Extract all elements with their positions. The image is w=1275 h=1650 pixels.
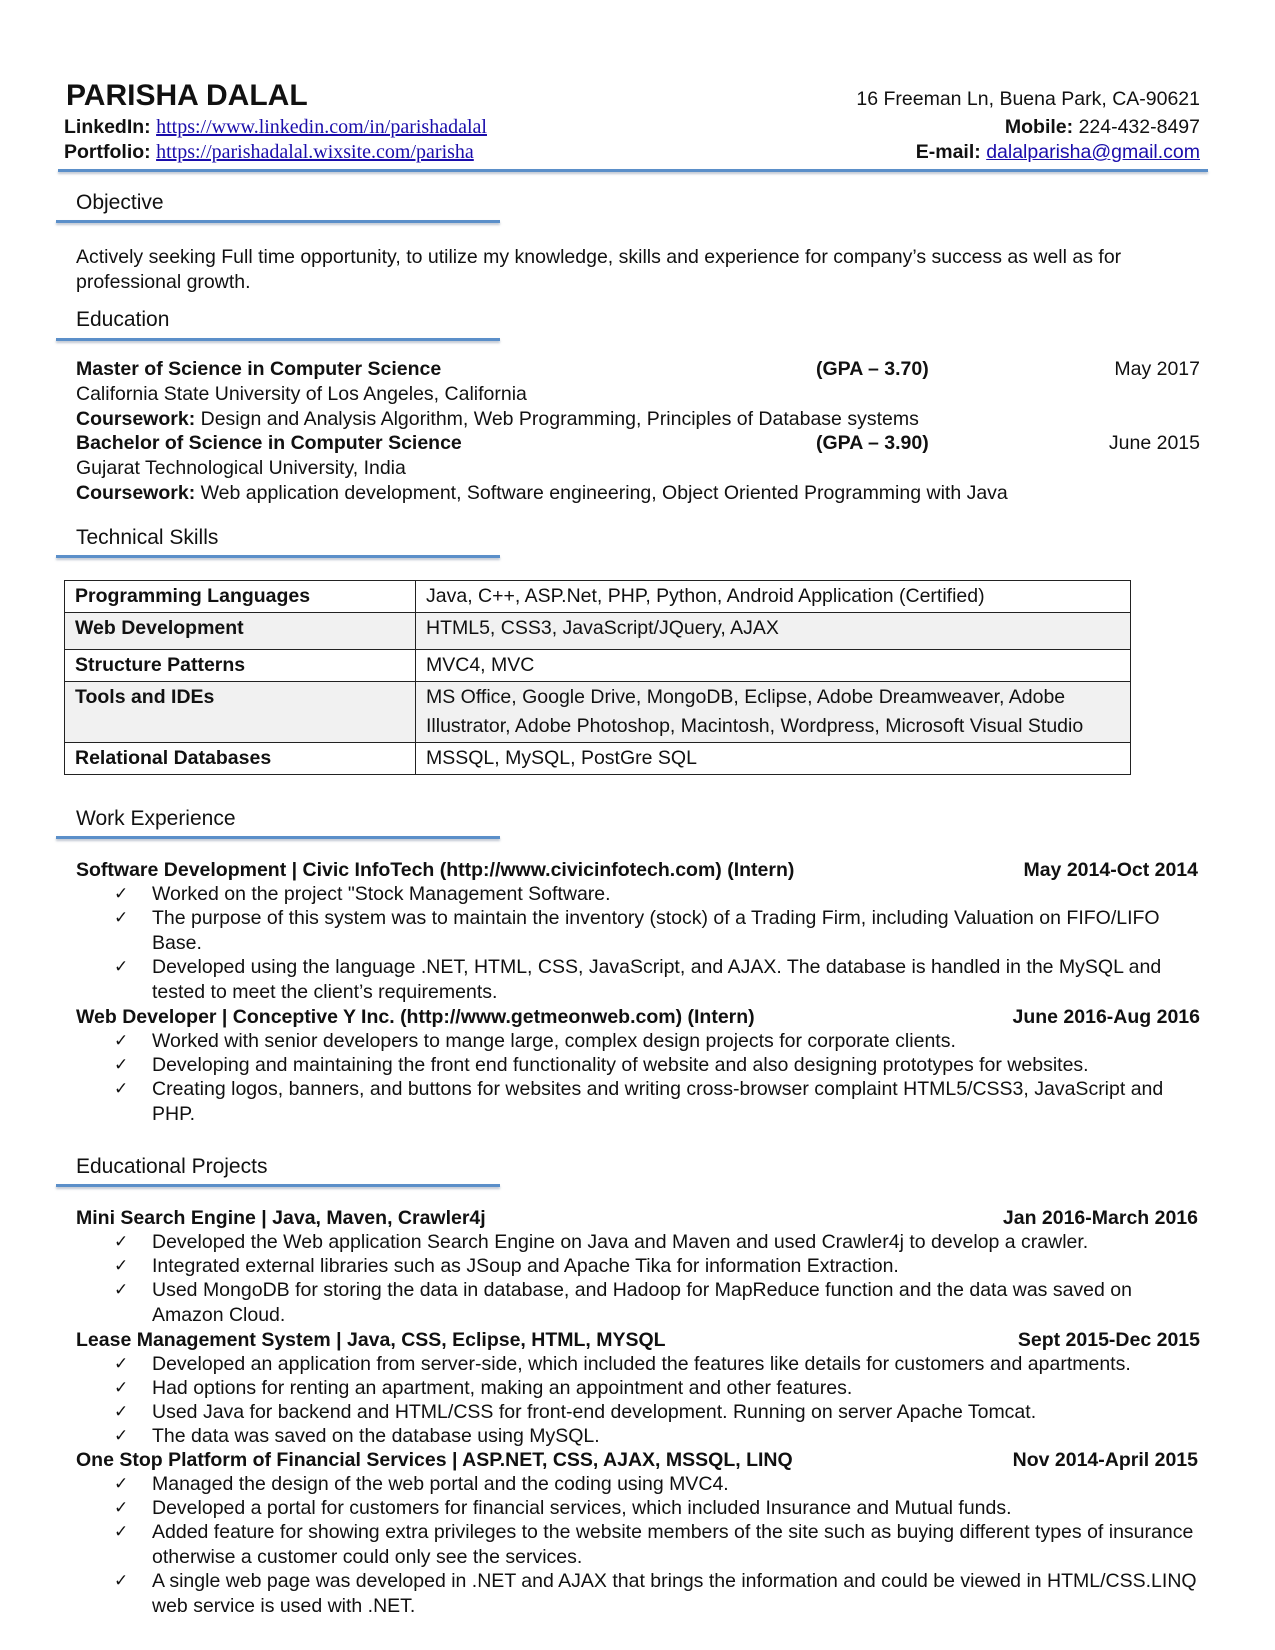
check-icon: ✓ bbox=[114, 1232, 129, 1251]
objective-line-2: professional growth. bbox=[76, 271, 251, 293]
bullet-text: Worked with senior developers to mange large, complex design projects for corporate clients. bbox=[152, 1030, 956, 1052]
email-label: E-mail: bbox=[915, 141, 981, 163]
mobile-number: 224-432-8497 bbox=[1078, 116, 1200, 138]
degree-bs: Bachelor of Science in Computer Science bbox=[76, 432, 462, 454]
portfolio-line bbox=[64, 140, 474, 165]
skill-key: Web Development bbox=[65, 613, 416, 650]
bullet-text: Worked on the project "Stock Management Software. bbox=[152, 883, 611, 905]
linkedin-label: LinkedIn: bbox=[64, 116, 151, 138]
project-date: Nov 2014-April 2015 bbox=[1012, 1449, 1198, 1471]
coursework-bs bbox=[76, 481, 1008, 506]
skill-value: HTML5, CSS3, JavaScript/JQuery, AJAX bbox=[416, 613, 1131, 650]
job-date: June 2016-Aug 2016 bbox=[1012, 1006, 1200, 1028]
check-icon: ✓ bbox=[114, 884, 129, 903]
project-date: Jan 2016-March 2016 bbox=[1002, 1207, 1198, 1229]
portfolio-link[interactable]: https://parishadalal.wixsite.com/parisha bbox=[156, 141, 474, 163]
portfolio-label: Portfolio: bbox=[64, 141, 151, 163]
work-underline bbox=[56, 836, 500, 839]
skill-value: MS Office, Google Drive, MongoDB, Eclipse, Adobe Dreamweaver, Adobe Illustrator, Adobe Photoshop, Macintosh, Wordpress, Microsoft Visual Studio bbox=[416, 682, 1131, 743]
table-row bbox=[65, 650, 1131, 682]
bullet-text: Creating logos, banners, and buttons for websites and writing cross-browser complaint HTML5/CSS3, JavaScript and PHP. bbox=[152, 1078, 1164, 1125]
project-date: Sept 2015-Dec 2015 bbox=[1017, 1329, 1200, 1351]
check-icon: ✓ bbox=[114, 1079, 129, 1098]
education-underline bbox=[56, 338, 500, 341]
project-heading: One Stop Platform of Financial Services | ASP.NET, CSS, AJAX, MSSQL, LINQ bbox=[76, 1449, 793, 1471]
check-icon: ✓ bbox=[114, 1474, 129, 1493]
check-icon: ✓ bbox=[114, 1256, 129, 1275]
skills-table bbox=[64, 580, 1131, 775]
candidate-name: PARISHA DALAL bbox=[66, 79, 308, 112]
bullet-text: Managed the design of the web portal and the coding using MVC4. bbox=[152, 1473, 729, 1495]
gpa-ms: (GPA – 3.70) bbox=[816, 358, 929, 380]
check-icon: ✓ bbox=[114, 1354, 129, 1373]
bullet-text: Used MongoDB for storing the data in database, and Hadoop for MapReduce function and the data was saved on Amazon Cloud. bbox=[152, 1279, 1132, 1326]
job-date: May 2014-Oct 2014 bbox=[1023, 859, 1198, 881]
section-title-objective: Objective bbox=[76, 191, 164, 214]
check-icon: ✓ bbox=[114, 1031, 129, 1050]
check-icon: ✓ bbox=[114, 1571, 129, 1590]
date-ms: May 2017 bbox=[1114, 358, 1200, 380]
bullet-text: Developing and maintaining the front end functionality of website and also designing prototypes for websites. bbox=[152, 1054, 1089, 1076]
coursework-label: Coursework: bbox=[76, 482, 196, 504]
bullet-text: Had options for renting an apartment, making an appointment and other features. bbox=[152, 1377, 853, 1399]
skill-key: Tools and IDEs bbox=[65, 682, 416, 743]
projects-underline bbox=[56, 1184, 500, 1187]
bullet-text: The data was saved on the database using MySQL. bbox=[152, 1425, 600, 1447]
bullet-text: A single web page was developed in .NET and AJAX that brings the information and could be viewed in HTML/CSS.LINQ web service is used with .NET. bbox=[152, 1570, 1197, 1617]
project-heading: Mini Search Engine | Java, Maven, Crawler4j bbox=[76, 1207, 486, 1229]
bullet-text: Used Java for backend and HTML/CSS for front-end development. Running on server Apache Tomcat. bbox=[152, 1401, 1037, 1423]
section-title-skills: Technical Skills bbox=[76, 526, 219, 549]
check-icon: ✓ bbox=[114, 1055, 129, 1074]
coursework-label: Coursework: bbox=[76, 408, 196, 430]
table-row bbox=[65, 581, 1131, 613]
bullet-text: Integrated external libraries such as JSoup and Apache Tika for information Extraction. bbox=[152, 1255, 899, 1277]
project-heading: Lease Management System | Java, CSS, Eclipse, HTML, MYSQL bbox=[76, 1329, 666, 1351]
school-ms: California State University of Los Angeles, California bbox=[76, 383, 527, 405]
table-row bbox=[65, 613, 1131, 650]
bullet-text: Developed the Web application Search Engine on Java and Maven and used Crawler4j to develop a crawler. bbox=[152, 1231, 1089, 1253]
skill-key: Programming Languages bbox=[65, 581, 416, 613]
linkedin-link[interactable]: https://www.linkedin.com/in/parishadalal bbox=[156, 116, 487, 138]
coursework-text: Design and Analysis Algorithm, Web Programming, Principles of Database systems bbox=[195, 408, 919, 430]
skill-value: MSSQL, MySQL, PostGre SQL bbox=[416, 743, 1131, 775]
skill-value: MVC4, MVC bbox=[416, 650, 1131, 682]
objective-underline bbox=[56, 220, 500, 223]
skill-key: Structure Patterns bbox=[65, 650, 416, 682]
email-line bbox=[700, 140, 1200, 165]
check-icon: ✓ bbox=[114, 1426, 129, 1445]
degree-ms: Master of Science in Computer Science bbox=[76, 358, 442, 380]
school-bs: Gujarat Technological University, India bbox=[76, 457, 406, 479]
section-title-projects: Educational Projects bbox=[76, 1155, 268, 1178]
header-divider bbox=[58, 169, 1208, 172]
coursework-ms bbox=[76, 407, 919, 432]
check-icon: ✓ bbox=[114, 1498, 129, 1517]
bullet-text: Added feature for showing extra privileges to the website members of the site such as buying different types of insurance otherwise a customer could only see the services. bbox=[152, 1521, 1194, 1568]
date-bs: June 2015 bbox=[1108, 432, 1200, 454]
mobile-line bbox=[700, 115, 1200, 140]
bullet-text: The purpose of this system was to maintain the inventory (stock) of a Trading Firm, including Valuation on FIFO/LIFO Base. bbox=[152, 907, 1160, 954]
mobile-label: Mobile: bbox=[1004, 116, 1074, 138]
bullet-text: Developed an application from server-side, which included the features like details for customers and apartments. bbox=[152, 1353, 1131, 1375]
section-title-work: Work Experience bbox=[76, 807, 236, 830]
bullet-text: Developed using the language .NET, HTML, CSS, JavaScript, and AJAX. The database is handled in the MySQL and tested to meet the client’s requirements. bbox=[152, 956, 1162, 1003]
address: 16 Freeman Ln, Buena Park, CA-90621 bbox=[856, 88, 1200, 110]
check-icon: ✓ bbox=[114, 957, 129, 976]
skills-underline bbox=[56, 555, 500, 558]
check-icon: ✓ bbox=[114, 1402, 129, 1421]
bullet-text: Developed a portal for customers for financial services, which included Insurance and Mutual funds. bbox=[152, 1497, 1012, 1519]
check-icon: ✓ bbox=[114, 908, 129, 927]
linkedin-line bbox=[64, 115, 487, 140]
skill-value: Java, C++, ASP.Net, PHP, Python, Android Application (Certified) bbox=[416, 581, 1131, 613]
table-row bbox=[65, 743, 1131, 775]
job-heading: Web Developer | Conceptive Y Inc. (http://www.getmeonweb.com) (Intern) bbox=[76, 1006, 755, 1028]
objective-line-1: Actively seeking Full time opportunity, to utilize my knowledge, skills and experience for company’s success as well as for bbox=[76, 246, 1122, 268]
coursework-text: Web application development, Software engineering, Object Oriented Programming with Java bbox=[195, 482, 1008, 504]
check-icon: ✓ bbox=[114, 1280, 129, 1299]
email-link[interactable]: dalalparisha@gmail.com bbox=[986, 141, 1200, 163]
check-icon: ✓ bbox=[114, 1378, 129, 1397]
section-title-education: Education bbox=[76, 308, 170, 331]
table-row bbox=[65, 682, 1131, 743]
check-icon: ✓ bbox=[114, 1522, 129, 1541]
skill-key: Relational Databases bbox=[65, 743, 416, 775]
gpa-bs: (GPA – 3.90) bbox=[816, 432, 929, 454]
job-heading: Software Development | Civic InfoTech (http://www.civicinfotech.com) (Intern) bbox=[76, 859, 795, 881]
